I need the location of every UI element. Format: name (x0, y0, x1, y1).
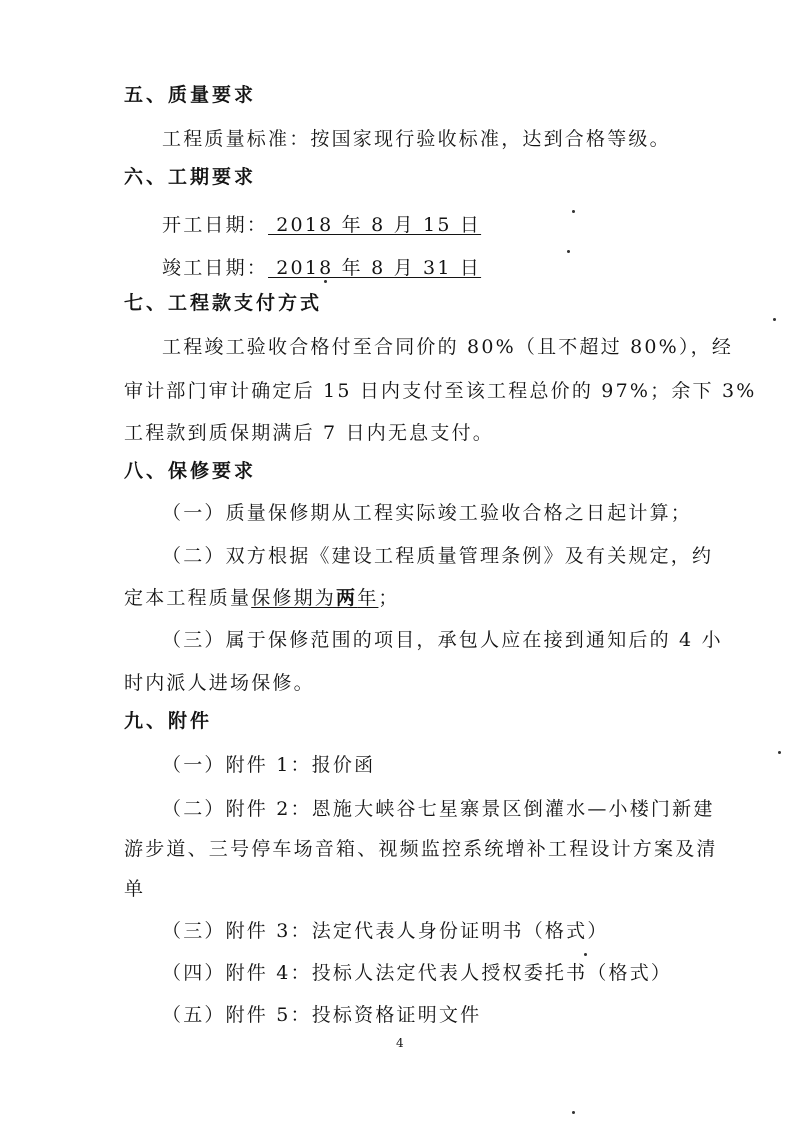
end-date-label: 竣工日期： (162, 257, 269, 279)
section-heading-schedule: 六、工期要求 (124, 166, 257, 188)
warranty-item-2-line-2 (124, 585, 400, 611)
warranty-item-1: （一）质量保修期从工程实际竣工验收合格之日起计算； (162, 502, 693, 524)
end-date-value: 2018 年 8 月 31 日 (268, 257, 482, 279)
section-heading-payment: 七、工程款支付方式 (124, 292, 323, 314)
payment-text-line: 工程竣工验收合格付至合同价的 80%（且不超过 80%），经 (162, 336, 734, 358)
scan-speck (567, 250, 570, 253)
warranty-item-3-line-1: （三）属于保修范围的项目，承包人应在接到通知后的 4 小 (162, 629, 723, 651)
start-date-label: 开工日期： (162, 214, 269, 236)
warranty-item-3-line-2: 时内派人进场保修。 (124, 672, 315, 694)
attachment-item-2-line-2: 游步道、三号停车场音箱、视频监控系统增补工程设计方案及清 (124, 838, 718, 860)
quality-standard-text: 工程质量标准：按国家现行验收标准，达到合格等级。 (162, 128, 671, 150)
scan-speck (572, 1111, 575, 1114)
scan-speck (324, 280, 327, 283)
scan-speck (572, 210, 575, 213)
warranty-period-value: 两 (336, 587, 358, 609)
scan-speck (778, 751, 781, 754)
scan-speck (584, 953, 587, 956)
section-heading-quality: 五、质量要求 (124, 84, 257, 106)
start-date-line (162, 212, 481, 238)
end-date-line (162, 255, 481, 281)
warranty-period-unit: 年 (357, 587, 379, 609)
section-heading-attachments: 九、附件 (124, 710, 213, 732)
warranty-item-2-line-1: （二）双方根据《建设工程质量管理条例》及有关规定，约 (162, 545, 714, 567)
scan-speck (773, 318, 776, 321)
warranty-period-text: 保修期为 (251, 587, 337, 609)
page-number: 4 (396, 1036, 404, 1050)
payment-text-line: 工程款到质保期满后 7 日内无息支付。 (124, 422, 494, 444)
start-date-value: 2018 年 8 月 15 日 (268, 214, 482, 236)
attachment-item-5: （五）附件 5：投标资格证明文件 (162, 1004, 482, 1026)
warranty-text-end: ； (378, 587, 400, 609)
warranty-text: 定本工程质量 (124, 587, 252, 609)
payment-text-line: 审计部门审计确定后 15 日内支付至该工程总价的 97%；余下 3% (124, 380, 757, 402)
attachment-item-3: （三）附件 3：法定代表人身份证明书（格式） (162, 920, 609, 942)
attachment-item-4: （四）附件 4：投标人法定代表人授权委托书（格式） (162, 962, 673, 984)
attachment-item-2-line-3: 单 (124, 878, 146, 900)
attachment-item-1: （一）附件 1：报价函 (162, 754, 376, 776)
section-heading-warranty: 八、保修要求 (124, 460, 257, 482)
attachment-item-2-line-1: （二）附件 2：恩施大峡谷七星寨景区倒灌水—小楼门新建 (162, 798, 715, 820)
